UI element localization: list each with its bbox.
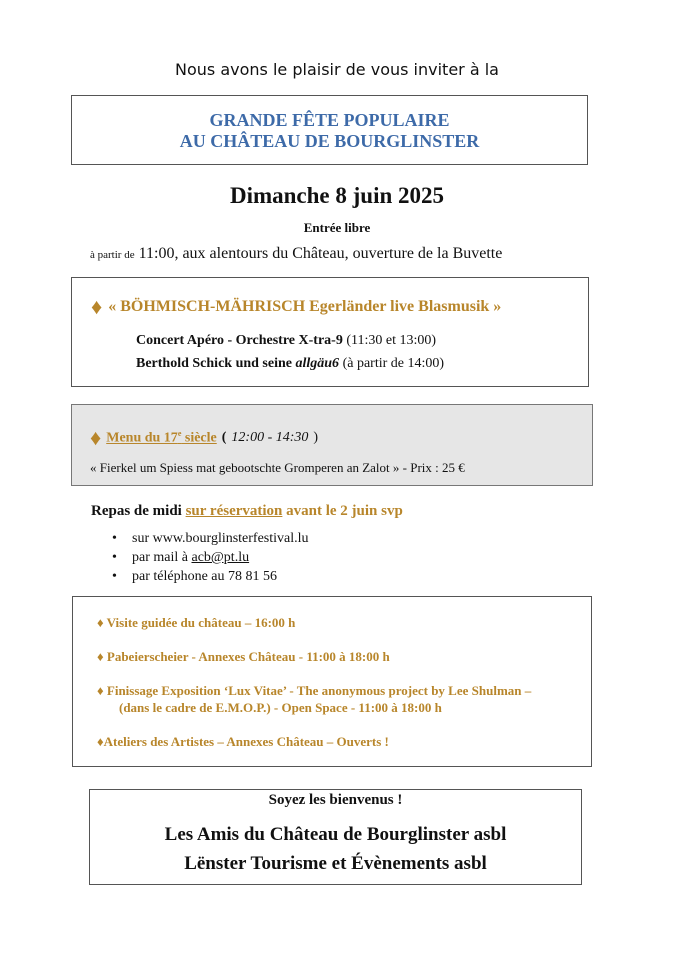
- activity-item: ♦ Finissage Exposition ‘Lux Vitae’ - The anonymous project by Lee Shulman –: [97, 683, 532, 698]
- menu-link[interactable]: Menu du 17e siècle: [106, 429, 217, 446]
- activity-item: ♦Ateliers des Artistes – Annexes Château – Ouverts !: [97, 734, 389, 749]
- title-box: [71, 95, 588, 165]
- music-box: [71, 277, 589, 387]
- opening-prefix: à partir de: [90, 249, 135, 261]
- diamond-icon: ♦: [91, 294, 103, 319]
- email-link[interactable]: acb@pt.lu: [191, 550, 250, 565]
- opening-text: 11:00, aux alentours du Château, ouverture de la Buvette: [134, 245, 503, 262]
- activity-item-cont: (dans le cadre de E.M.O.P.) - Open Space - 11:00 à 18:00 h: [119, 700, 442, 715]
- music-line-2: Berthold Schick und seine allgäu6 (à partir de 14:00): [136, 356, 445, 371]
- title-line-1: GRANDE FÊTE POPULAIRE: [209, 110, 450, 130]
- activities-box: [72, 596, 592, 767]
- activity-item: ♦ Visite guidée du château – 16:00 h: [97, 615, 296, 630]
- diamond-icon: ♦: [97, 615, 107, 630]
- music-line-1: Concert Apéro - Orchestre X-tra-9 (11:30 et 13:00): [136, 333, 437, 348]
- menu-box: [71, 404, 593, 486]
- opening-line: [90, 245, 502, 263]
- phone-text: par téléphone au 78 81 56: [132, 569, 278, 584]
- music-heading: [91, 296, 501, 318]
- footer-box: [89, 789, 582, 885]
- diamond-icon: ♦: [97, 734, 104, 749]
- contact-list: [112, 529, 309, 586]
- reservation-link[interactable]: sur réservation: [185, 503, 283, 519]
- reservation-line: Repas de midi sur réservation avant le 2 juin svp: [91, 503, 403, 519]
- organizer-2: Lënster Tourisme et Évènements asbl: [184, 853, 487, 874]
- website-link[interactable]: sur www.bourglinsterfestival.lu: [132, 531, 309, 546]
- menu-heading: ♦ Menu du 17e siècle ( 12:00 - 14:30 ): [90, 425, 319, 450]
- list-item: [112, 529, 309, 548]
- diamond-icon: ♦: [97, 683, 107, 698]
- music-heading-text: « BÖHMISCH-MÄHRISCH Egerländer live Blasmusik »: [108, 298, 502, 315]
- intro-text: Nous avons le plaisir de vous inviter à la: [175, 60, 499, 79]
- list-item: • par mail à acb@pt.lu: [112, 548, 309, 567]
- diamond-icon: ♦: [97, 649, 107, 664]
- menu-dish: « Fierkel um Spiess mat gebootschte Gromperen an Zalot » - Prix : 25 €: [90, 460, 465, 475]
- menu-time: 12:00 - 14:30: [231, 430, 309, 445]
- list-item: [112, 567, 309, 586]
- diamond-icon: ♦: [90, 425, 102, 450]
- entry-free: Entrée libre: [303, 220, 371, 235]
- event-date: Dimanche 8 juin 2025: [229, 183, 445, 208]
- activity-item: ♦ Pabeierscheier - Annexes Château - 11:00 à 18:00 h: [97, 649, 390, 664]
- organizer-1: Les Amis du Château de Bourglinster asbl: [164, 824, 507, 845]
- title-line-2: AU CHÂTEAU DE BOURGLINSTER: [179, 131, 480, 151]
- welcome-text: Soyez les bienvenus !: [268, 792, 403, 808]
